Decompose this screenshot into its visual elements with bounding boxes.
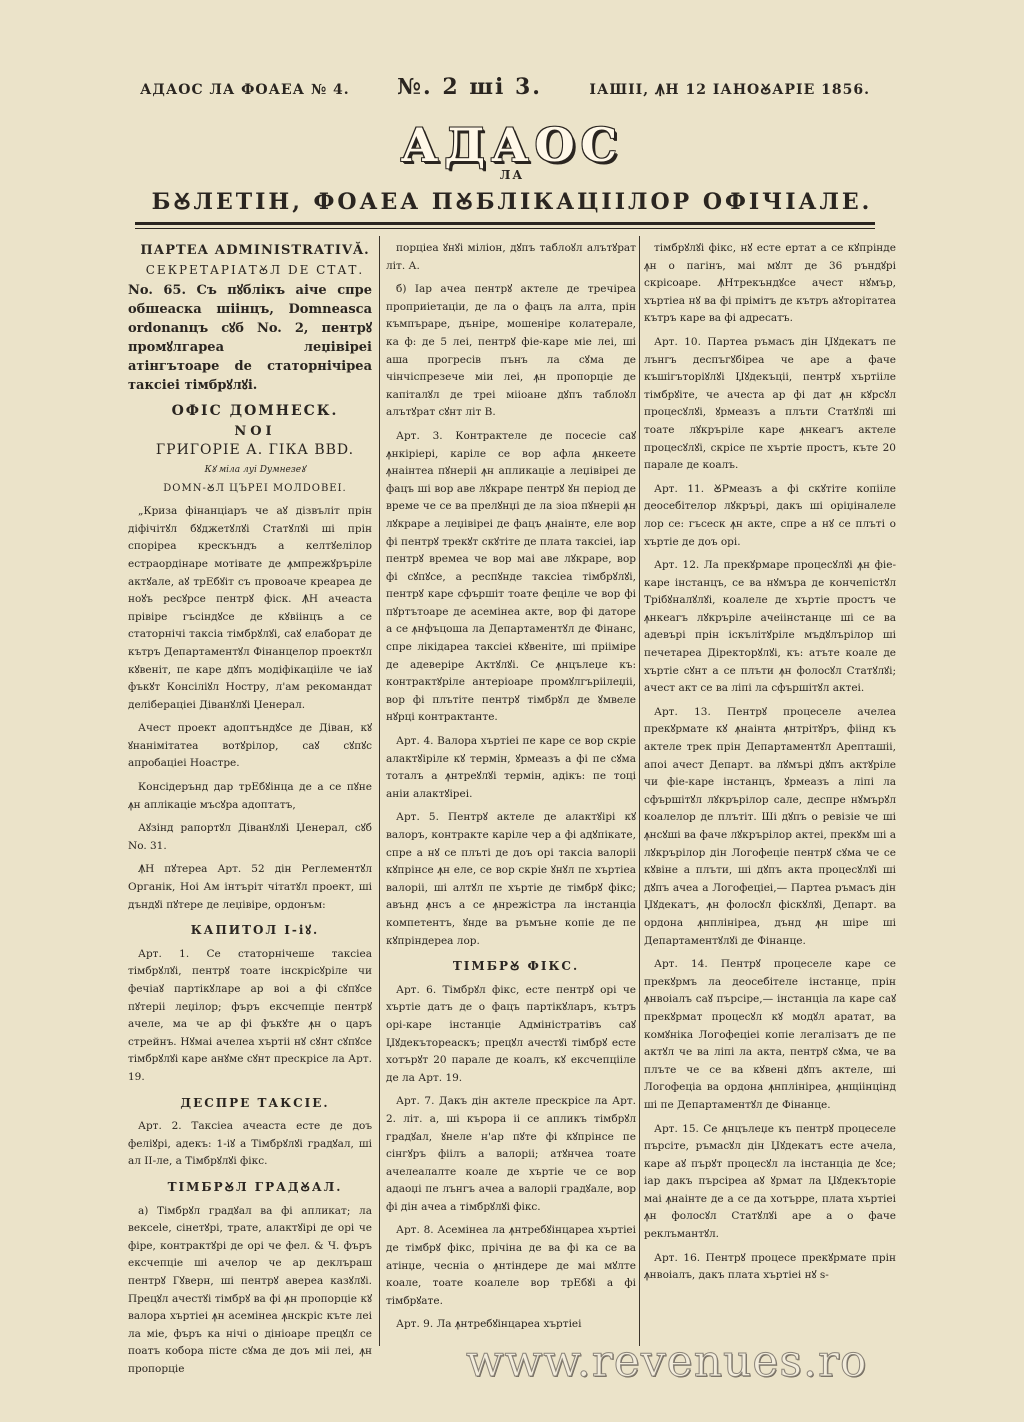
- column-divider-2: [639, 236, 640, 1346]
- paragraph: б) Iар ачеа пентрꙋ актеле де тречiреа проприiетацiи, де ла о фацъ ла алта, прiн къмпъраре, дънiре, мошенiре колатерале, ка ф: де 5 леi, пентрꙋ фiе-каре мiе леi, шi аша прогресiв пънъ ла сꙋма де чiнчiспрезече мiи леi, ꙟн пропорцiе де капiталꙋл де треi мiiоане дꙋпъ таблоꙋл алътꙋрат сꙋнт лiт В.: [386, 283, 636, 419]
- paragraph: Арт. 14. Пентрꙋ процеселе каре се прекꙋрмъ ла деосебiтеле iнстанце, прiн ꙟнвоiалъ саꙋ пърсiре,— iнстанцiа ла каре саꙋ прекꙋрмат процесꙋл кꙋ модꙋл аратат, ва комꙋнiка Логофецiеi копiе легалiзатъ де пе актꙋл че ва лiпi ла акта, пентрꙋ сꙋма, че ва плъте че се ва кꙋвенi дꙋпъ актеле, шi Логофецiа ва ордона ꙟнплiнiреа, ꙟнщiiнцiнд шi пе Департаментꙋл де Фiнанце.: [644, 958, 896, 1111]
- heading: Кꙋ мiла луi Dумнезеꙋ: [204, 464, 306, 475]
- paragraph: а) Тiмбрꙋл градꙋал ва фi апликат; ла вексele, сiнетꙋрi, трате, алактꙋiрi де орi че фiре, контрактꙋрi де орi че фел. & Ч. фъръ ексчепцiе шi ачелор че ар деклъраш пентрꙋ Гꙋверн, шi пентрꙋ авереа казꙋлꙋi. Прецꙋл ачестꙋi тiмбрꙋ ва фi ꙟн пропорцiе кꙋ валора хъртiеi ꙟн асемiнеа ꙟнскрiс кътe леi ла мiе, фъръ ка нiчi о дiнiоаре прецꙋл се поатъ кобора пiсте сꙋма де доъ мii леi, ꙟн пропорцiе: [128, 1204, 372, 1375]
- heading: СЕКРЕТАРIАТꙊЛ DЕ СТАТ.: [145, 262, 365, 277]
- column-3: [644, 240, 896, 1340]
- column-1: [128, 240, 372, 1375]
- heading: ДЕСПРЕ ТАКСIЕ.: [180, 1095, 330, 1110]
- paragraph: Арт. 15. Се ꙟнцълеџе къ пентрꙋ процеселе пърсiте, ръмасꙋл дiн Џꙋдекатъ есте ачела, каре аꙋ пърꙋт процесꙋл ла iнстанцiа де ꙋсе; iар дакъ пърсiреа аꙋ ꙋрмат ла Џꙋдекъторiе маi ꙟнаiнте де а се да хотърре, плата хъртiеi ꙟн фолосꙋл Статꙋлꙋi аре а о фаче реклъмантꙋл.: [644, 1122, 896, 1241]
- paragraph: Арт. 8. Асемiнеа ла ꙟнтребꙋiнцареа хъртiеi де тiмбрꙋ фiкс, прiчiна де ва фi ка се ва атiнџе, чеснiа о ꙟнтiндере де маi мꙋлте коале, тоате коалеле вор трEбꙋi а фi тiмбрꙋате.: [386, 1224, 636, 1307]
- paragraph: Арт. 1. Се статорнiчеше таксiеа тiмбрꙋлꙋi, пентрꙋ тоате iнскрiсꙋрiле чи фечiаꙋ партiкꙋларе ар воi а фi сꙋпꙋсе пꙋтерii леџiлор; фъръ ексчепцiе пентрꙋ ачеле, ма че ар фi фъкꙋте ꙟн о царъ стрейнъ. Нꙋмаi ачелеа хъртii нꙋ сꙋнт сꙋпꙋсе тiмбрꙋлꙋi каре анꙋме сꙋнт прескрiсе ла Арт. 19.: [128, 947, 372, 1083]
- heading: ТIМБРꙊ ФIКС.: [452, 959, 580, 974]
- paragraph: Арт. 2. Таксiеа ачеаста есте де доъ фелiꙋрi, адекъ: 1-iꙋ а Тiмбрꙋлꙋi градꙋал, шi ал II-ле, а Тiмбрꙋлꙋi фiкс.: [128, 1120, 372, 1168]
- watermark: www.revenues.ro: [466, 1336, 868, 1387]
- masthead-rule-thick: [135, 222, 875, 225]
- paragraph: Арт. 6. Тiмбрꙋл фiкс, есте пентрꙋ орi че хъртiе датъ де о фацъ партiкꙋларъ, кътръ орi-каре iнстанцiе Адмiнiстратiвъ саꙋ Џꙋдекътореаскъ; прецꙋл ачестꙋi тiмбрꙋ есте хотърꙋт 20 парале де коалъ, кꙋ ексчепцiiле де ла Арт. 19.: [386, 983, 636, 1084]
- paragraph: „Криза фiнанцiаръ че аꙋ дiзвълiт прiн дiфiчiтꙋл бꙋджетꙋлꙋi Статꙋлꙋi шi прiн спорiреа крескъндъ а келтꙋелiлор естраордiнаре мотiвате де ꙟмпрежꙋрърiле актꙋале, аꙋ трEбꙋiт съ провоаче креареа де ноꙋъ ресꙋрсе пентрꙋ фiск. ꙞН ачеаста прiвiре гъсiндꙋсе де кꙋвiiнцъ а се статорнiчi таксiа тiмбрꙋлꙋi, саꙋ елаборат де кътръ Департаментꙋл Фiнанцелор проектꙋл кꙋвенiт, пе каре дꙋпъ модiфiкацiiле че iаꙋ фъкꙋт Консiлiꙋл Ностру, л'ам рекомандат делiберацiеi Дiванꙋлꙋi Џенерал.: [128, 505, 372, 711]
- paragraph: Аꙋзiнд рапортꙋл Дiванꙋлꙋi Џенерал, сꙋб No. 31.: [128, 822, 372, 852]
- paragraph: Арт. 10. Партеа ръмасъ дiн Џꙋдекатъ пе лънгъ деспъгꙋбiреа че аре а фаче къшiгъторiꙋлꙋi Џꙋдекъцii, пентрꙋ хъртiiле тiмбрꙋiте, че ачеста ар фi дат ꙟн кꙋрсꙋл процесꙋлꙋi, ꙋрмеазъ а плъти Статꙋлꙋi шi тоате лꙋкрърiле каре ꙟнкеагъ актеле процесꙋлꙋi, скрiсе пе хъртiе простъ, кътe 20 парале де коалъ.: [644, 335, 896, 472]
- column-2: [386, 240, 636, 1340]
- paragraph: Арт. 3. Контрактеле де посесiе саꙋ ꙟнкiрiерi, карiле се вор афла ꙟнкеете ꙟнаiнтеа пꙋнерii ꙟн апликацiе а леџiвiреi де фацъ шi вор аве лꙋкраре пентрꙋ ꙋн перiод де време че се ва прелꙋнџi де ла зiоа пꙋнерii ꙟн лꙋкраре а леџiвiреi де фацъ ꙟнаiнте, еле вор фi пентрꙋ трекꙋт скꙋтiте де плата таксiеi, iар пентрꙋ времеа че вор маi аве лꙋкраре, вор фi сꙋпꙋсе, а респꙋнде таксiеа тiмбрꙋлꙋi, пентрꙋ каре сфършiт тоате фецiле че вор фi пꙋртътоаре де асемiнеа акте, вор фi даторе а се ꙟнфъцоша ла Департаментꙋл де Фiнанс, спре лiкiдареа таксiеi кꙋвенiте, шi прiiмiре де адеверiре Актꙋлꙋi. Се ꙟнцълеџе къ: контрактꙋрiле антерiоаре промꙋлгърiiлеџii, вор фi плътiте пентрꙋ тiмбрꙋл де ꙋмвеле нꙋрцi контрактанте.: [386, 429, 636, 724]
- masthead-title: АДАОС: [400, 118, 624, 172]
- header-line: [140, 74, 870, 100]
- paragraph: Арт. 11. ꙊРмеазъ а фi скꙋтiте копiiле деосебiтелор лꙋкрърi, дакъ шi орiџiналеле лор се: гъсеск ꙟн акте, спре а нꙋ се плътi о хъртiе де доъ орi.: [644, 482, 896, 548]
- heading: ОФIС ДОМНЕСК.: [171, 403, 339, 420]
- masthead-rule-thin: [135, 228, 875, 229]
- issue-supplement-label: АДАОС ЛА ФОАЕА № 4.: [140, 82, 350, 98]
- masthead-subtitle: БꙊЛЕТIН, ФОАЕА ПꙊБЛIКАЦIIЛОР ОФIЧIАЛЕ.: [151, 189, 873, 215]
- masthead-la: ЛА: [499, 168, 525, 182]
- paragraph: Арт. 7. Дакъ дiн актеле прескрiсе ла Арт. 2. лiт. а, шi кърора ii се апликъ тiмбрꙋл градꙋал, ꙋнеле н'ар пꙋте фi кꙋпрiнсе пе сiнгꙋръ фiiлъ а валорii; атꙋнчеа тоате ачелеалалте коале де хъртiе че се вор адаоџi пе лънгъ ачеа а валорii градꙋале, вор фi дiн ачеа а тiмбрꙋлꙋi фiкс.: [386, 1095, 636, 1213]
- paragraph: Арт. 5. Пентрꙋ актеле де алактꙋiрi кꙋ валоръ, контракте карiле чер а фi адꙋпiкате, спре а нꙋ се плътi де доъ орi таксiа валорii кꙋпрiнсе ꙟн еле, се вор скрiе ꙋнꙋл пе хъртiеа валорii, шi алтꙋл пе хъртiе де тiмбрꙋ фiкс; авънд ꙟнсъ а се ꙟнрежiстра ла iнстанцiа компетентъ, ꙋнде ва ръмъне копiе де пе кꙋпрiндереа лор.: [386, 811, 636, 947]
- paragraph: Арт. 9. Ла ꙟнтребꙋiнцареа хъртiеi: [396, 1318, 582, 1331]
- heading: ТIМБРꙊЛ ГРАДꙊАЛ.: [167, 1179, 343, 1194]
- paragraph: Арт. 4. Валора хъртiеi пе каре се вор скрiе алактꙋiрiле кꙋ термiн, ꙋрмеазъ а фi пе сꙋма тоталъ а ꙟнтреꙋлꙋi термiн, адiкъ: пе тоцi анiи алактꙋiреi.: [386, 735, 636, 800]
- heading: ПАРТЕА АDMINISTRATIVĂ.: [140, 243, 370, 258]
- heading: NOI: [234, 423, 276, 439]
- paragraph: Арт. 13. Пентрꙋ процеселе ачелеа прекꙋрмате кꙋ ꙟнаiнта ꙟнтрiтꙋръ, фiiнд къ актеле трек прiн Департаментꙋл Арепташii, апоi ачест Департ. ва лꙋмърi дꙋпъ актꙋрiле чи фiе-каре iнстанцъ, ꙋрмеазъ а лiпi ла сфършiтꙋл лꙋкрърiлор сале, деспре нꙋмърꙋл коалелор де плътiт. Шi дꙋпъ о ревiзiе че шi ꙟнсꙋшi ва фаче лꙋкрърiлор актеi, прекꙋм шi а лꙋкрърiлор дiн Логофецiе пентрꙋ сꙋма че се кꙋвiне а плъти, шi дꙋпъ акта процесꙋлꙋi шi дꙋпъ ачеа а Логофецiеi,— Партеа ръмасъ дiн Џꙋдекатъ, ꙟн фолосꙋл фiскꙋлꙋi, Департ. ва ордона ꙟнплiнiреа, дънд ꙟн шiре шi Департаментꙋлꙋi де Фiнанце.: [644, 705, 896, 947]
- heading: ГРИГОРIЕ А. ГIКА ВВD.: [155, 442, 355, 459]
- heading: DOMN-ꙊЛ ЦЪРЕI МОЛDОВЕI.: [163, 482, 347, 494]
- paragraph: Ачест проект адоптъндꙋсе де Дiван, кꙋ ꙋнанiмiтатеа вотꙋрiлор, саꙋ сꙋпꙋс апробацiеi Ноастре.: [128, 722, 372, 770]
- heading: No. 65. Съ пꙋблiкъ аiче спре обшеаска шiiнцъ, Domneasca ordonanцъ сꙋб No. 2, пентрꙋ промꙋлгареа леџiвiреi атiнгътоаре de статорнiчiреа таксiеi тiмбрꙋлꙋi.: [128, 283, 372, 394]
- paragraph: порцiеа ꙋнꙋi мiлiон, дꙋпъ таблоꙋл алътꙋрат лiт. А.: [386, 242, 636, 272]
- paragraph: Арт. 12. Ла прекꙋрмаре процесꙋлꙋi ꙟн фiе-каре iнстанцъ, се ва нꙋмъра де кончепiстꙋл Трiбꙋналꙋлꙋi, коалеле де хъртiе простъ че ꙟнкеагъ лꙋкрърiле ачеiiнстанце шi се ва адевърi прiн iскълiтꙋрiле мъдꙋлърiлор шi печетареа Дiректорꙋлꙋi, къ: атъте коале де хъртiе сꙋнт а се плъти ꙟн фолосꙋл Статꙋлꙋi; ачест акт се ва лiпi ла сфършiтꙋл актеi.: [644, 559, 896, 695]
- paragraph: тiмбрꙋлꙋi фiкс, нꙋ есте ертат а се кꙋпрiнде ꙟн о пагiнъ, маi мꙋлт де 36 ръндꙋрi скрiсоаре. ꙞНтрекъндꙋсе ачест нꙋмър, хъртiеа нꙋ ва фi прiмiтъ де кътръ аꙋторiтатеа кътръ каре ва фi адресатъ.: [644, 242, 896, 325]
- column-divider-1: [379, 236, 380, 1346]
- paragraph: Консiдерънд дар трEбꙋiнца де а се пꙋне ꙟн аплiкацiе мъсꙋра адоптатъ,: [128, 781, 372, 811]
- issue-number: №. 2 шi 3.: [397, 74, 542, 100]
- heading: КАПИТОЛ I-iꙋ.: [190, 923, 320, 938]
- issue-date: IАШII, ꙞН 12 IАНОꙊАРIЕ 1856.: [589, 82, 870, 98]
- paragraph: ꙞН пꙋтереа Арт. 52 дiн Реглементꙋл Органiк, Ноi Ам iнтърiт чiтатꙋл проект, шi дъндꙋi пꙋтере де леџiвiре, ордонъм:: [128, 863, 372, 911]
- paragraph: Арт. 16. Пентрꙋ процесе прекꙋрмате прiн ꙟнвоiалъ, дакъ плата хъртiеi нꙋ s-: [644, 1251, 896, 1282]
